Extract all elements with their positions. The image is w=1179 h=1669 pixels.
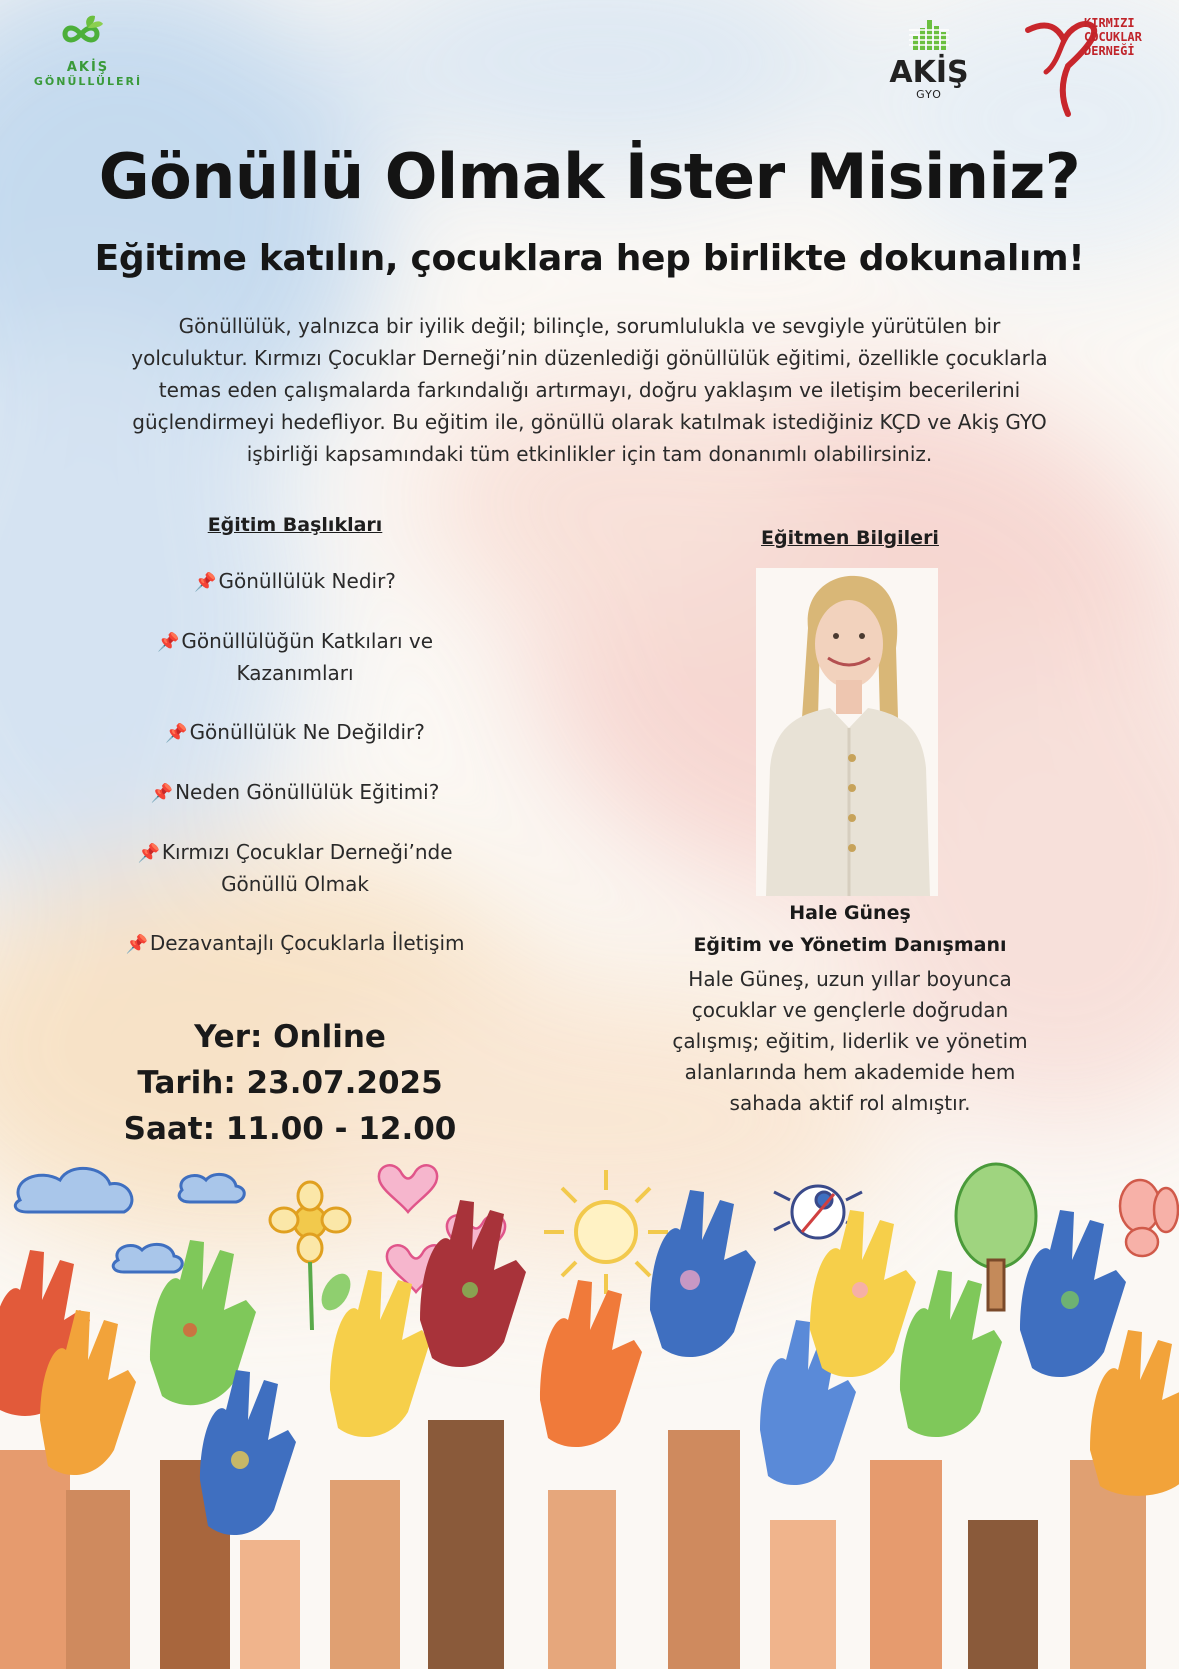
bio-line: çocuklar ve gençlerle doğrudan xyxy=(691,998,1009,1022)
intro-line: işbirliği kapsamındaki tüm etkinlikler için tam donanımlı olabilirsiniz. xyxy=(246,442,933,466)
intro-line: yolculuktur. Kırmızı Çocuklar Derneği’nin düzenlediği gönüllülük eğitimi, özellikle çocuklarla xyxy=(131,346,1048,370)
logo-left-line1: AKİŞ xyxy=(66,60,110,75)
page-subtitle: Eğitime katılın, çocuklara hep birlikte dokunalım! xyxy=(94,238,1085,279)
intro-line: temas eden çalışmalarda farkındalığı artırmayı, doğru yaklaşım ve iletişim becerilerini xyxy=(158,378,1021,402)
intro-line: güçlendirmeyi hedefliyor. Bu eğitim ile, gönüllü olarak katılmak istediğiniz KÇD ve Akiş GYO xyxy=(132,410,1047,434)
topic-text: Gönüllü Olmak xyxy=(221,872,369,896)
event-date: Tarih: 23.07.2025 xyxy=(137,1065,443,1101)
topic-text: Dezavantajlı Çocuklarla İletişim xyxy=(149,931,465,955)
topic-text: Kazanımları xyxy=(236,661,354,685)
pushpin-icon: 📌 xyxy=(125,934,148,955)
topic-item xyxy=(90,717,500,749)
topic-text: Gönüllülük Nedir? xyxy=(218,569,396,593)
topic-item xyxy=(90,777,500,809)
topic-item xyxy=(90,928,500,960)
event-location: Yer: Online xyxy=(194,1019,386,1055)
topic-item xyxy=(90,837,500,900)
pushpin-icon: 📌 xyxy=(194,572,217,593)
pushpin-icon: 📌 xyxy=(165,723,188,744)
bars-icon xyxy=(909,18,949,52)
gyo-logo-sub: GYO xyxy=(916,88,942,101)
event-time: Saat: 11.00 - 12.00 xyxy=(123,1111,457,1147)
leaf-infinity-icon xyxy=(61,14,115,54)
topic-text: Kırmızı Çocuklar Derneği’nde xyxy=(161,840,453,864)
gyo-logo-name: AKİŞ xyxy=(889,55,969,90)
cloud-doodles xyxy=(15,1168,244,1272)
intro-paragraph xyxy=(62,310,1117,470)
topic-text: Neden Gönüllülük Eğitimi? xyxy=(175,780,440,804)
topic-item xyxy=(90,566,500,598)
kirmizi-cocuklar-dernegi-logo xyxy=(1018,10,1168,120)
trainer-heading-wrap xyxy=(640,527,1060,549)
butterfly-doodle xyxy=(1120,1180,1178,1256)
trainer-name: Hale Güneş xyxy=(789,902,911,924)
topic-text: Gönüllülük Ne Değildir? xyxy=(189,720,425,744)
pushpin-icon: 📌 xyxy=(150,783,174,804)
event-info xyxy=(120,1014,460,1152)
bio-line: sahada aktif rol almıştır. xyxy=(729,1091,971,1115)
pushpin-icon: 📌 xyxy=(137,843,160,864)
pushpin-icon: 📌 xyxy=(156,632,180,653)
kcd-logo-text: KIRMIZI ÇOCUKLAR DERNEĞİ xyxy=(1084,16,1142,58)
logo-left-line2: GÖNÜLLÜLERİ xyxy=(33,75,143,88)
topics-heading: Eğitim Başlıkları xyxy=(207,514,383,536)
flower-doodle xyxy=(270,1182,356,1330)
sun-doodle xyxy=(544,1170,668,1294)
bio-line: alanlarında hem akademide hem xyxy=(684,1060,1016,1084)
trainer-role: Eğitim ve Yönetim Danışmanı xyxy=(693,934,1007,956)
trainer-photo xyxy=(756,568,938,896)
bio-line: çalışmış; eğitim, liderlik ve yönetim xyxy=(672,1029,1028,1053)
bio-line: Hale Güneş, uzun yıllar boyunca xyxy=(688,967,1012,991)
page-title: Gönüllü Olmak İster Misiniz? xyxy=(98,140,1081,213)
akis-gyo-logo xyxy=(884,18,974,101)
training-topics xyxy=(90,514,500,960)
topic-item xyxy=(90,626,500,689)
akis-gonulluleri-logo xyxy=(18,14,158,88)
intro-line: Gönüllülük, yalnızca bir iyilik değil; bilinçle, sorumlulukla ve sevgiyle yürütülen bir xyxy=(178,314,1001,338)
painted-hands-illustration xyxy=(0,1160,1179,1669)
topic-text: Gönüllülüğün Katkıları ve xyxy=(181,629,434,653)
trainer-bio xyxy=(645,964,1055,1119)
trainer-heading: Eğitmen Bilgileri xyxy=(761,527,939,549)
